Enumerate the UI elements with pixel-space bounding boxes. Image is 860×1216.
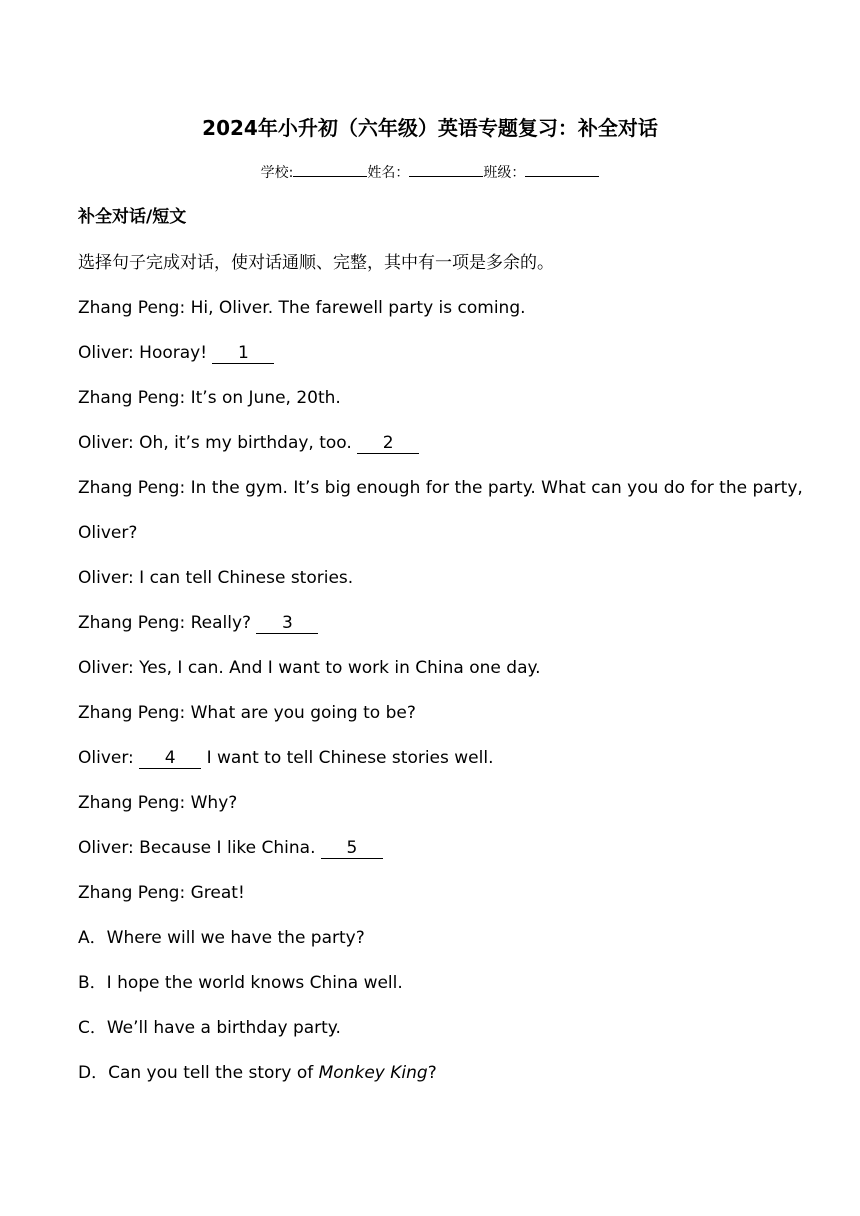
- dialogue-line: Zhang Peng: It’s on June, 20th.: [78, 388, 341, 408]
- dialogue-line: Zhang Peng: What are you going to be?: [78, 703, 416, 723]
- dialogue-text: I want to tell Chinese stories well.: [201, 748, 494, 768]
- option-d: [78, 1061, 437, 1085]
- dialogue-line: [78, 611, 318, 635]
- name-blank[interactable]: [409, 162, 483, 177]
- class-label: 班级：: [483, 165, 526, 181]
- school-label: 学校:: [260, 165, 294, 181]
- dialogue-text: Oliver: Because I like China.: [78, 838, 321, 858]
- instruction-text: 选择句子完成对话，使对话通顺、完整，其中有一项是多余的。: [78, 253, 554, 273]
- answer-blank-5[interactable]: 5: [321, 838, 383, 859]
- answer-blank-1[interactable]: 1: [212, 343, 274, 364]
- name-label: 姓名：: [367, 165, 410, 181]
- dialogue-line: Zhang Peng: Great!: [78, 883, 245, 903]
- dialogue-line: Zhang Peng: In the gym. It’s big enough for the party. What can you do for the party,: [78, 478, 803, 498]
- dialogue-line: [78, 836, 383, 860]
- option-a: A．Where will we have the party?: [78, 928, 365, 948]
- answer-blank-3[interactable]: 3: [256, 613, 318, 634]
- option-b: B．I hope the world knows China well.: [78, 973, 403, 993]
- dialogue-line: [78, 341, 274, 365]
- dialogue-text: Zhang Peng: Really?: [78, 613, 257, 633]
- class-blank[interactable]: [525, 162, 599, 177]
- page-title: 2024年小升初（六年级）英语专题复习：补全对话: [202, 116, 658, 140]
- answer-blank-4[interactable]: 4: [139, 748, 201, 769]
- dialogue-line: [78, 431, 419, 455]
- dialogue-text: Oliver:: [78, 748, 140, 768]
- dialogue-text: Oliver: Hooray!: [78, 343, 213, 363]
- answer-blank-2[interactable]: 2: [357, 433, 419, 454]
- dialogue-line: Zhang Peng: Why?: [78, 793, 238, 813]
- student-info-line: [0, 162, 860, 183]
- dialogue-line: Zhang Peng: Hi, Oliver. The farewell party is coming.: [78, 298, 526, 318]
- dialogue-line: [78, 746, 494, 770]
- dialogue-line: Oliver?: [78, 523, 138, 543]
- option-d-title: Monkey King: [318, 1063, 428, 1083]
- dialogue-text: Oliver: Oh, it’s my birthday, too.: [78, 433, 358, 453]
- option-d-end: ?: [427, 1063, 437, 1083]
- option-c: C．We’ll have a birthday party.: [78, 1018, 341, 1038]
- school-blank[interactable]: [293, 162, 367, 177]
- option-d-text: D．Can you tell the story of: [78, 1063, 319, 1083]
- section-heading: 补全对话/短文: [78, 207, 187, 227]
- dialogue-line: Oliver: Yes, I can. And I want to work in China one day.: [78, 658, 541, 678]
- dialogue-line: Oliver: I can tell Chinese stories.: [78, 568, 354, 588]
